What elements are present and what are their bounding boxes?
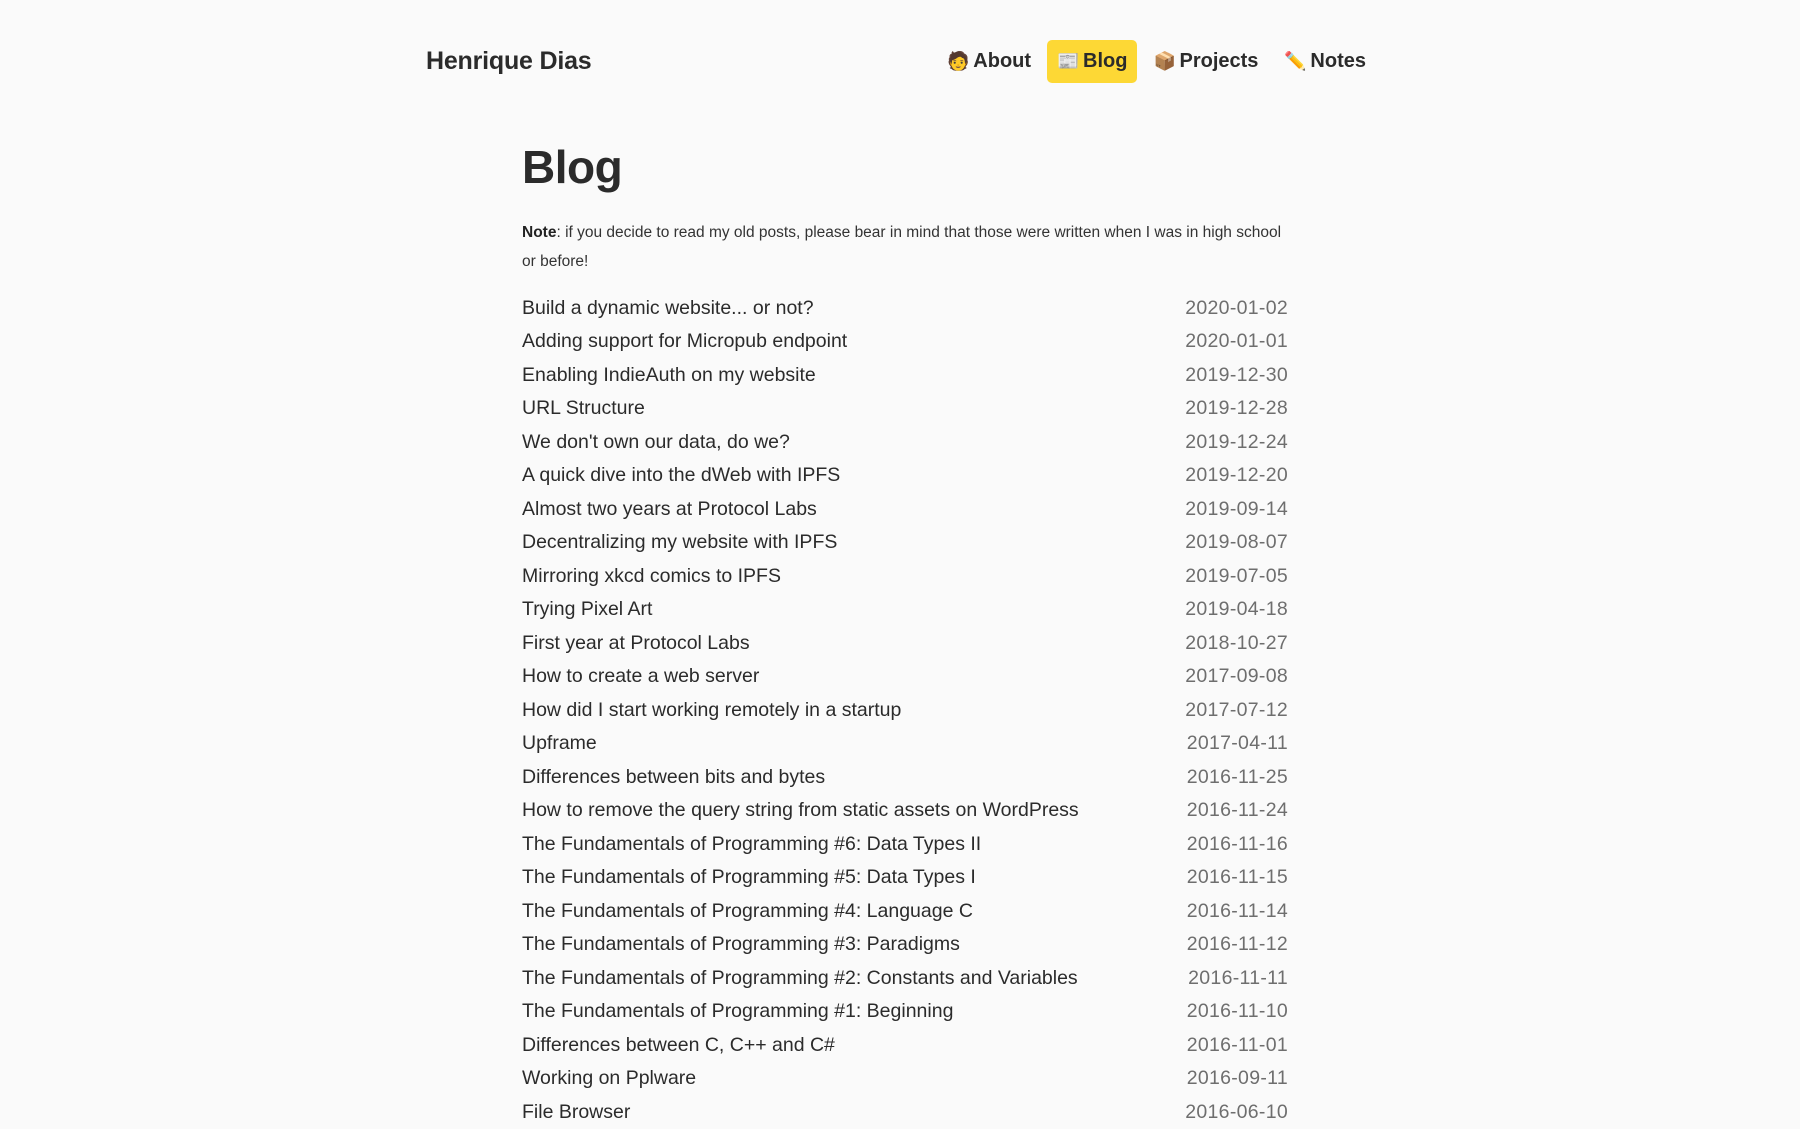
post-title-link[interactable]: URL Structure xyxy=(522,397,645,420)
list-item xyxy=(522,459,1288,493)
post-title-link[interactable]: The Fundamentals of Programming #4: Language C xyxy=(522,900,973,923)
post-date: 2020-01-02 xyxy=(1185,297,1288,320)
list-item xyxy=(522,727,1288,761)
post-date: 2017-04-11 xyxy=(1187,732,1288,755)
post-date: 2019-12-20 xyxy=(1185,464,1288,487)
post-title-link[interactable]: The Fundamentals of Programming #2: Constants and Variables xyxy=(522,967,1078,990)
post-title-link[interactable]: Differences between bits and bytes xyxy=(522,766,825,789)
list-item xyxy=(522,995,1288,1029)
post-title-link[interactable]: Working on Pplware xyxy=(522,1067,696,1090)
post-date: 2016-06-10 xyxy=(1185,1101,1288,1124)
list-item xyxy=(522,292,1288,326)
post-title-link[interactable]: Upframe xyxy=(522,732,597,755)
site-header xyxy=(426,34,1376,88)
post-date: 2017-07-12 xyxy=(1185,699,1288,722)
post-title-link[interactable]: The Fundamentals of Programming #1: Beginning xyxy=(522,1000,953,1023)
post-title-link[interactable]: First year at Protocol Labs xyxy=(522,632,750,655)
post-title-link[interactable]: Mirroring xkcd comics to IPFS xyxy=(522,565,781,588)
list-item xyxy=(522,627,1288,661)
post-date: 2019-08-07 xyxy=(1185,531,1288,554)
list-item xyxy=(522,325,1288,359)
list-item xyxy=(522,560,1288,594)
post-title-link[interactable]: How to create a web server xyxy=(522,665,759,688)
nav-item-about[interactable] xyxy=(937,40,1041,83)
main-nav xyxy=(937,40,1376,83)
package-icon: 📦 xyxy=(1153,51,1175,72)
list-item xyxy=(522,1062,1288,1096)
list-item xyxy=(522,761,1288,795)
post-title-link[interactable]: We don't own our data, do we? xyxy=(522,431,790,454)
post-title-link[interactable]: Decentralizing my website with IPFS xyxy=(522,531,837,554)
list-item xyxy=(522,392,1288,426)
list-item xyxy=(522,895,1288,929)
post-date: 2016-11-01 xyxy=(1187,1034,1288,1057)
post-date: 2019-09-14 xyxy=(1185,498,1288,521)
post-date: 2019-12-28 xyxy=(1185,397,1288,420)
list-item xyxy=(522,660,1288,694)
list-item xyxy=(522,493,1288,527)
post-title-link[interactable]: Build a dynamic website... or not? xyxy=(522,297,814,320)
post-list xyxy=(522,292,1288,1129)
site-title-link[interactable]: Henrique Dias xyxy=(426,47,592,76)
post-title-link[interactable]: The Fundamentals of Programming #5: Data Types I xyxy=(522,866,976,889)
list-item xyxy=(522,928,1288,962)
list-item xyxy=(522,526,1288,560)
post-date: 2016-11-15 xyxy=(1187,866,1288,889)
newspaper-icon: 📰 xyxy=(1057,51,1079,72)
list-item xyxy=(522,359,1288,393)
list-item xyxy=(522,828,1288,862)
post-title-link[interactable]: A quick dive into the dWeb with IPFS xyxy=(522,464,840,487)
post-title-link[interactable]: How to remove the query string from static assets on WordPress xyxy=(522,799,1079,822)
nav-item-label: Notes xyxy=(1310,50,1366,73)
post-title-link[interactable]: Almost two years at Protocol Labs xyxy=(522,498,817,521)
note-paragraph xyxy=(522,218,1288,276)
post-title-link[interactable]: Enabling IndieAuth on my website xyxy=(522,364,816,387)
post-date: 2019-12-30 xyxy=(1185,364,1288,387)
post-date: 2019-12-24 xyxy=(1185,431,1288,454)
note-label: Note xyxy=(522,224,556,241)
nav-item-projects[interactable] xyxy=(1143,40,1268,83)
post-date: 2019-07-05 xyxy=(1185,565,1288,588)
list-item xyxy=(522,694,1288,728)
main-content xyxy=(522,136,1288,1129)
post-date: 2016-11-12 xyxy=(1187,933,1288,956)
post-title-link[interactable]: Differences between C, C++ and C# xyxy=(522,1034,835,1057)
post-date: 2020-01-01 xyxy=(1185,330,1288,353)
post-date: 2016-11-14 xyxy=(1187,900,1288,923)
post-title-link[interactable]: Trying Pixel Art xyxy=(522,598,652,621)
post-date: 2017-09-08 xyxy=(1185,665,1288,688)
post-date: 2019-04-18 xyxy=(1185,598,1288,621)
list-item xyxy=(522,426,1288,460)
post-date: 2016-11-24 xyxy=(1187,799,1288,822)
nav-item-label: About xyxy=(973,50,1031,73)
list-item xyxy=(522,1096,1288,1129)
list-item xyxy=(522,962,1288,996)
post-title-link[interactable]: Adding support for Micropub endpoint xyxy=(522,330,847,353)
page-title: Blog xyxy=(522,136,1288,198)
list-item xyxy=(522,593,1288,627)
nav-item-notes[interactable] xyxy=(1274,40,1376,83)
list-item xyxy=(522,794,1288,828)
person-at-laptop-icon: 🧑 xyxy=(947,51,969,72)
post-date: 2016-11-16 xyxy=(1187,833,1288,856)
list-item xyxy=(522,1029,1288,1063)
nav-item-label: Blog xyxy=(1083,50,1127,73)
nav-item-label: Projects xyxy=(1179,50,1258,73)
post-title-link[interactable]: The Fundamentals of Programming #6: Data Types II xyxy=(522,833,981,856)
post-title-link[interactable]: File Browser xyxy=(522,1101,630,1124)
post-date: 2016-11-10 xyxy=(1187,1000,1288,1023)
post-date: 2018-10-27 xyxy=(1185,632,1288,655)
post-date: 2016-11-11 xyxy=(1188,967,1288,990)
note-text: : if you decide to read my old posts, please bear in mind that those were written when I was in high school or before! xyxy=(522,224,1281,270)
post-date: 2016-11-25 xyxy=(1187,766,1288,789)
nav-item-blog[interactable] xyxy=(1047,40,1137,83)
pencil-icon: ✏️ xyxy=(1284,51,1306,72)
post-title-link[interactable]: How did I start working remotely in a startup xyxy=(522,699,901,722)
post-title-link[interactable]: The Fundamentals of Programming #3: Paradigms xyxy=(522,933,960,956)
post-date: 2016-09-11 xyxy=(1187,1067,1288,1090)
list-item xyxy=(522,861,1288,895)
